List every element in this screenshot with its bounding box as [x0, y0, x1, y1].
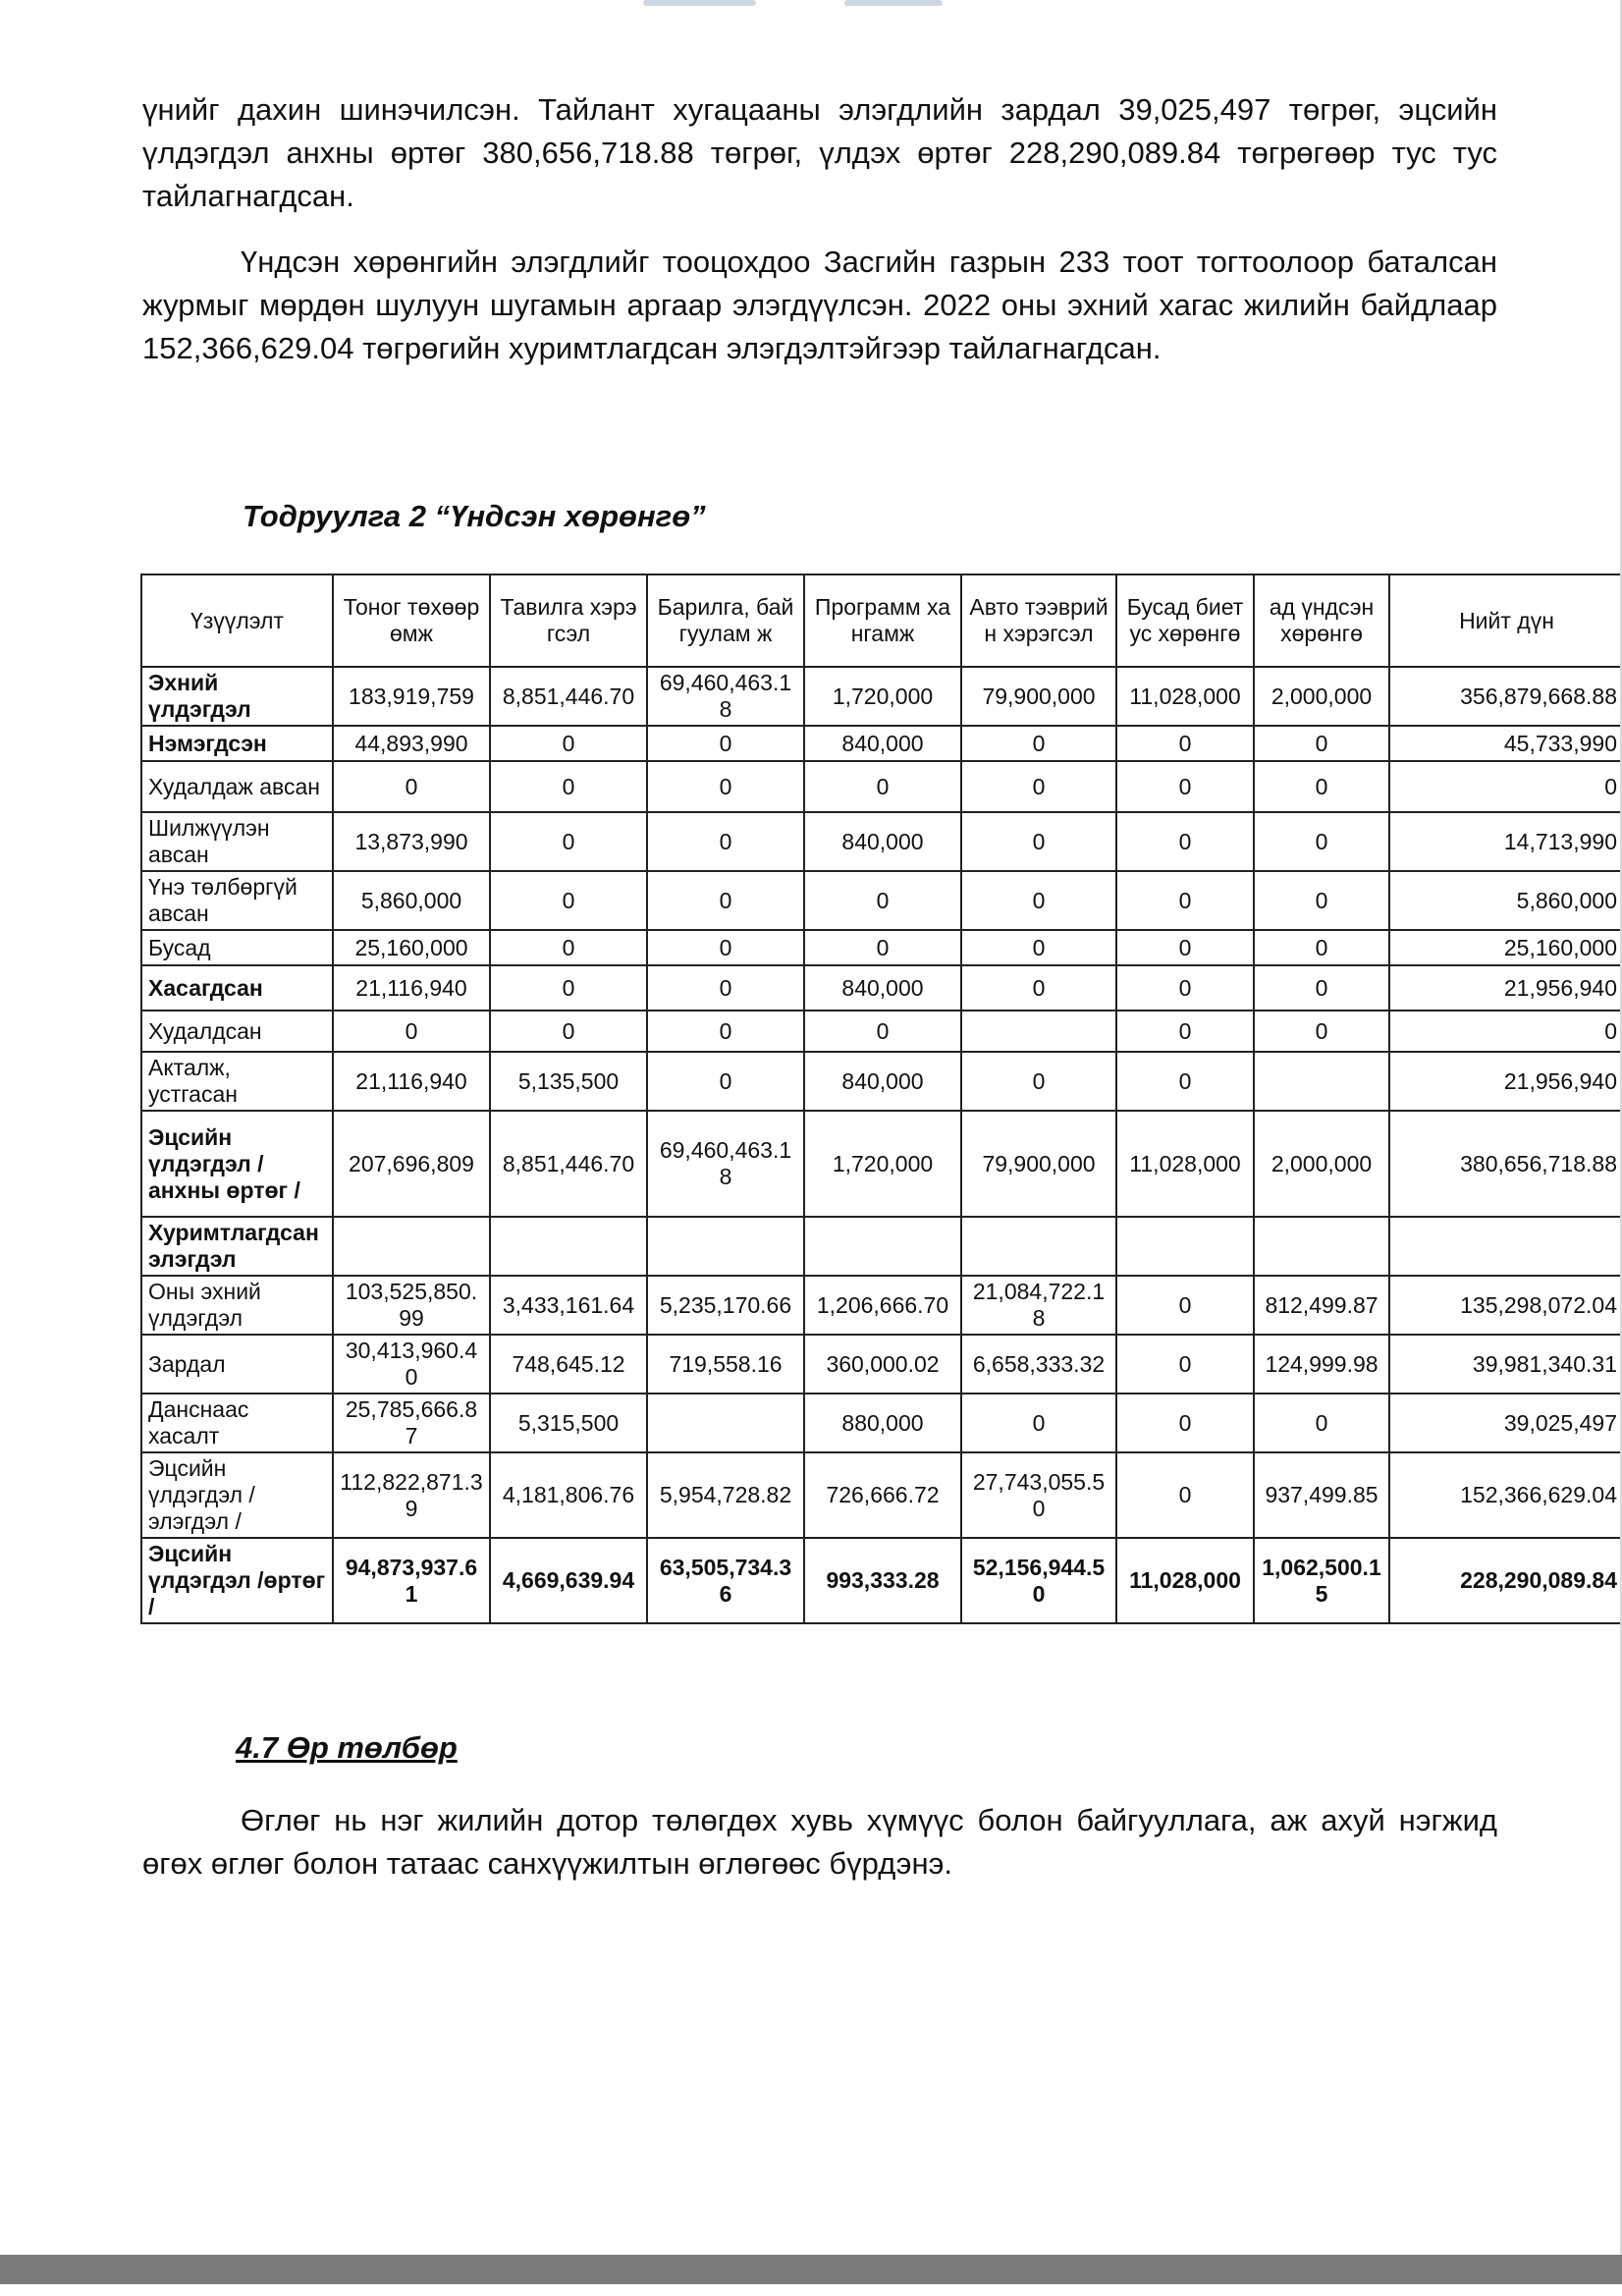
table-cell: 11,028,000 [1116, 1538, 1254, 1623]
table-cell: 152,366,629.04 [1389, 1452, 1622, 1538]
column-header: ад үндсэн хөрөнгө [1254, 574, 1389, 667]
table-cell: 0 [804, 1011, 961, 1052]
table-cell: 0 [961, 761, 1116, 812]
table-row [141, 965, 1622, 1011]
table-cell [1116, 1217, 1254, 1276]
table-cell [1254, 1217, 1389, 1276]
table-cell: 79,900,000 [961, 667, 1116, 726]
table-header-row [141, 574, 1622, 667]
row-label: Шилжүүлэн авсан [141, 812, 333, 871]
table-cell: 39,981,340.31 [1389, 1335, 1622, 1394]
row-label: Үнэ төлбөргүй авсан [141, 871, 333, 930]
table-cell: 0 [1116, 965, 1254, 1011]
table-cell: 0 [961, 871, 1116, 930]
table-cell [333, 1217, 490, 1276]
table-cell: 0 [1116, 1335, 1254, 1394]
table-cell: 39,025,497 [1389, 1394, 1622, 1452]
table-cell: 183,919,759 [333, 667, 490, 726]
scan-mark [844, 0, 943, 6]
table-cell: 25,160,000 [1389, 930, 1622, 965]
table-cell: 21,084,722.18 [961, 1276, 1116, 1335]
note-title: Тодруулга 2 “Үндсэн хөрөнгө” [243, 499, 706, 533]
row-label: Хасагдсан [141, 965, 333, 1011]
table-cell: 94,873,937.61 [333, 1538, 490, 1623]
row-label: Акталж, устгасан [141, 1052, 333, 1111]
table-cell: 21,956,940 [1389, 1052, 1622, 1111]
table-cell: 21,116,940 [333, 1052, 490, 1111]
table-cell: 0 [647, 726, 804, 761]
table-cell: 0 [961, 812, 1116, 871]
table-cell: 840,000 [804, 726, 961, 761]
table-cell: 0 [1254, 1011, 1389, 1052]
table-cell: 0 [804, 761, 961, 812]
paragraph-payables: Өглөг нь нэг жилийн дотор төлөгдөх хувь хүмүүс болон байгууллага, аж ахуй нэгжид өгөх өглөг болон татаас санхүүжилтын өглөгөөс бүрдэнэ. [142, 1803, 1497, 1881]
table-row [141, 1111, 1622, 1217]
table-cell: 52,156,944.50 [961, 1538, 1116, 1623]
table-cell: 0 [1389, 1011, 1622, 1052]
table-cell: 360,000.02 [804, 1335, 961, 1394]
table-cell: 124,999.98 [1254, 1335, 1389, 1394]
table-cell: 0 [647, 930, 804, 965]
table-cell [647, 1394, 804, 1452]
row-label: Данснаас хасалт [141, 1394, 333, 1452]
table-cell: 0 [647, 1011, 804, 1052]
table-cell: 103,525,850.99 [333, 1276, 490, 1335]
table-cell: 21,116,940 [333, 965, 490, 1011]
table-cell: 0 [961, 1052, 1116, 1111]
table-cell: 0 [490, 812, 647, 871]
table-cell: 0 [647, 761, 804, 812]
table-cell: 228,290,089.84 [1389, 1538, 1622, 1623]
table-row [141, 1452, 1622, 1538]
row-label: Худалдсан [141, 1011, 333, 1052]
table-cell: 3,433,161.64 [490, 1276, 647, 1335]
paragraph-depreciation-method: Үндсэн хөрөнгийн элэгдлийг тооцохдоо Засгийн газрын 233 тоот тогтоолоор баталсан журмыг мөрдөн шулуун шугамын аргаар элэгдүүлсэн. 2022 оны эхний хагас жилийн байдлаар 152,366,629.04 төгрөгийн хуримтлагдсан элэгдэлтэйгээр тайлагнагдсан. [142, 245, 1497, 365]
table-row [141, 812, 1622, 871]
table-cell: 0 [1389, 761, 1622, 812]
table-cell: 0 [961, 965, 1116, 1011]
table-cell: 0 [1254, 726, 1389, 761]
table-cell: 8,851,446.70 [490, 667, 647, 726]
table-cell: 207,696,809 [333, 1111, 490, 1217]
table-cell: 0 [1116, 1052, 1254, 1111]
table-cell: 0 [1254, 965, 1389, 1011]
table-cell: 135,298,072.04 [1389, 1276, 1622, 1335]
table-cell: 0 [1254, 871, 1389, 930]
column-header: Нийт дүн [1389, 574, 1622, 667]
table-cell: 0 [1116, 1394, 1254, 1452]
column-header: Бусад биет ус хөрөнгө [1116, 574, 1254, 667]
column-header: Тавилга хэрэгсэл [490, 574, 647, 667]
scan-footer-bar [0, 2255, 1622, 2284]
row-label: Эцсийн үлдэгдэл / анхны өртөг / [141, 1111, 333, 1217]
table-cell: 0 [490, 1011, 647, 1052]
table-cell: 1,720,000 [804, 1111, 961, 1217]
table-cell: 27,743,055.50 [961, 1452, 1116, 1538]
row-label: Хуримтлагдсан элэгдэл [141, 1217, 333, 1276]
table-cell: 993,333.28 [804, 1538, 961, 1623]
table-cell: 2,000,000 [1254, 667, 1389, 726]
row-label: Оны эхний үлдэгдэл [141, 1276, 333, 1335]
table-cell: 0 [490, 930, 647, 965]
table-cell: 21,956,940 [1389, 965, 1622, 1011]
table-cell: 45,733,990 [1389, 726, 1622, 761]
table-row [141, 1052, 1622, 1111]
column-header: Авто тээврийн хэрэгсэл [961, 574, 1116, 667]
table-cell: 0 [647, 871, 804, 930]
table-cell: 0 [1116, 1276, 1254, 1335]
table-cell: 937,499.85 [1254, 1452, 1389, 1538]
table-cell: 0 [1116, 726, 1254, 761]
table-cell: 4,181,806.76 [490, 1452, 647, 1538]
table-row [141, 930, 1622, 965]
table-cell: 0 [490, 871, 647, 930]
table-cell [1389, 1217, 1622, 1276]
table-cell: 0 [804, 871, 961, 930]
table-cell: 69,460,463.18 [647, 667, 804, 726]
table-cell: 25,160,000 [333, 930, 490, 965]
table-cell: 0 [1116, 871, 1254, 930]
table-cell: 5,135,500 [490, 1052, 647, 1111]
table-cell: 0 [961, 726, 1116, 761]
table-cell [804, 1217, 961, 1276]
table-cell: 0 [647, 965, 804, 1011]
table-cell: 748,645.12 [490, 1335, 647, 1394]
table-cell: 0 [1116, 1452, 1254, 1538]
table-cell: 13,873,990 [333, 812, 490, 871]
table-cell: 880,000 [804, 1394, 961, 1452]
table-row [141, 667, 1622, 726]
table-row [141, 726, 1622, 761]
table-cell: 63,505,734.36 [647, 1538, 804, 1623]
table-cell: 0 [1254, 1394, 1389, 1452]
table-row [141, 761, 1622, 812]
table-row [141, 1335, 1622, 1394]
table-cell: 8,851,446.70 [490, 1111, 647, 1217]
row-label: Эхний үлдэгдэл [141, 667, 333, 726]
table-row [141, 1538, 1622, 1623]
table-cell: 726,666.72 [804, 1452, 961, 1538]
column-header: Үзүүлэлт [141, 574, 333, 667]
table-cell: 0 [961, 930, 1116, 965]
table-cell: 1,206,666.70 [804, 1276, 961, 1335]
table-cell: 112,822,871.39 [333, 1452, 490, 1538]
table-cell: 30,413,960.40 [333, 1335, 490, 1394]
section-title: 4.7 Өр төлбөр [236, 1730, 458, 1765]
table-cell: 0 [804, 930, 961, 965]
table-row [141, 1394, 1622, 1452]
table-cell: 25,785,666.87 [333, 1394, 490, 1452]
table-cell: 2,000,000 [1254, 1111, 1389, 1217]
table-cell: 0 [490, 761, 647, 812]
table-cell: 11,028,000 [1116, 667, 1254, 726]
table-cell: 5,860,000 [333, 871, 490, 930]
table-cell: 1,720,000 [804, 667, 961, 726]
fixed-assets-table [140, 574, 1622, 1624]
table-cell: 380,656,718.88 [1389, 1111, 1622, 1217]
table-cell: 11,028,000 [1116, 1111, 1254, 1217]
table-cell: 69,460,463.18 [647, 1111, 804, 1217]
row-label: Зардал [141, 1335, 333, 1394]
row-label: Худалдаж авсан [141, 761, 333, 812]
table-cell: 840,000 [804, 965, 961, 1011]
row-label: Нэмэгдсэн [141, 726, 333, 761]
paragraph-depreciation-summary: үнийг дахин шинэчилсэн. Тайлант хугацааны элэгдлийн зардал 39,025,497 төгрөг, эцсийн үлдэгдэл анхны өртөг 380,656,718.88 төгрөг, үлдэх өртөг 228,290,089.84 төгрөгөөр тус тус тайлагнагдсан. [142, 92, 1497, 213]
table-cell [1254, 1052, 1389, 1111]
column-header: Программ хангамж [804, 574, 961, 667]
table-cell: 5,860,000 [1389, 871, 1622, 930]
table-cell: 840,000 [804, 812, 961, 871]
table-cell: 812,499.87 [1254, 1276, 1389, 1335]
table-cell [490, 1217, 647, 1276]
table-cell: 0 [1254, 812, 1389, 871]
table-cell: 4,669,639.94 [490, 1538, 647, 1623]
table-cell: 0 [490, 726, 647, 761]
table-cell: 79,900,000 [961, 1111, 1116, 1217]
table-cell: 5,954,728.82 [647, 1452, 804, 1538]
table-cell: 5,235,170.66 [647, 1276, 804, 1335]
table-cell: 0 [333, 761, 490, 812]
table-cell: 14,713,990 [1389, 812, 1622, 871]
column-header: Тоног төхөөрөмж [333, 574, 490, 667]
table-cell: 6,658,333.32 [961, 1335, 1116, 1394]
table-row [141, 1011, 1622, 1052]
row-label: Эцсийн үлдэгдэл / элэгдэл / [141, 1452, 333, 1538]
table-cell: 840,000 [804, 1052, 961, 1111]
table-cell: 0 [647, 812, 804, 871]
table-row [141, 1217, 1622, 1276]
table-cell: 0 [1116, 930, 1254, 965]
table-cell [961, 1011, 1116, 1052]
table-cell: 5,315,500 [490, 1394, 647, 1452]
table-cell: 719,558.16 [647, 1335, 804, 1394]
row-label: Эцсийн үлдэгдэл /өртөг / [141, 1538, 333, 1623]
table-cell: 0 [1254, 930, 1389, 965]
table-cell: 356,879,668.88 [1389, 667, 1622, 726]
scan-mark [643, 0, 756, 6]
table-cell: 0 [490, 965, 647, 1011]
table-cell: 0 [961, 1394, 1116, 1452]
table-row [141, 1276, 1622, 1335]
table-cell [647, 1217, 804, 1276]
table-cell: 0 [1254, 761, 1389, 812]
table-cell: 0 [1116, 761, 1254, 812]
table-row [141, 871, 1622, 930]
table-cell: 0 [647, 1052, 804, 1111]
table-cell: 0 [1116, 812, 1254, 871]
table-cell: 0 [333, 1011, 490, 1052]
column-header: Барилга, байгуулам ж [647, 574, 804, 667]
table-cell [961, 1217, 1116, 1276]
row-label: Бусад [141, 930, 333, 965]
table-cell: 1,062,500.15 [1254, 1538, 1389, 1623]
table-cell: 0 [1116, 1011, 1254, 1052]
table-cell: 44,893,990 [333, 726, 490, 761]
